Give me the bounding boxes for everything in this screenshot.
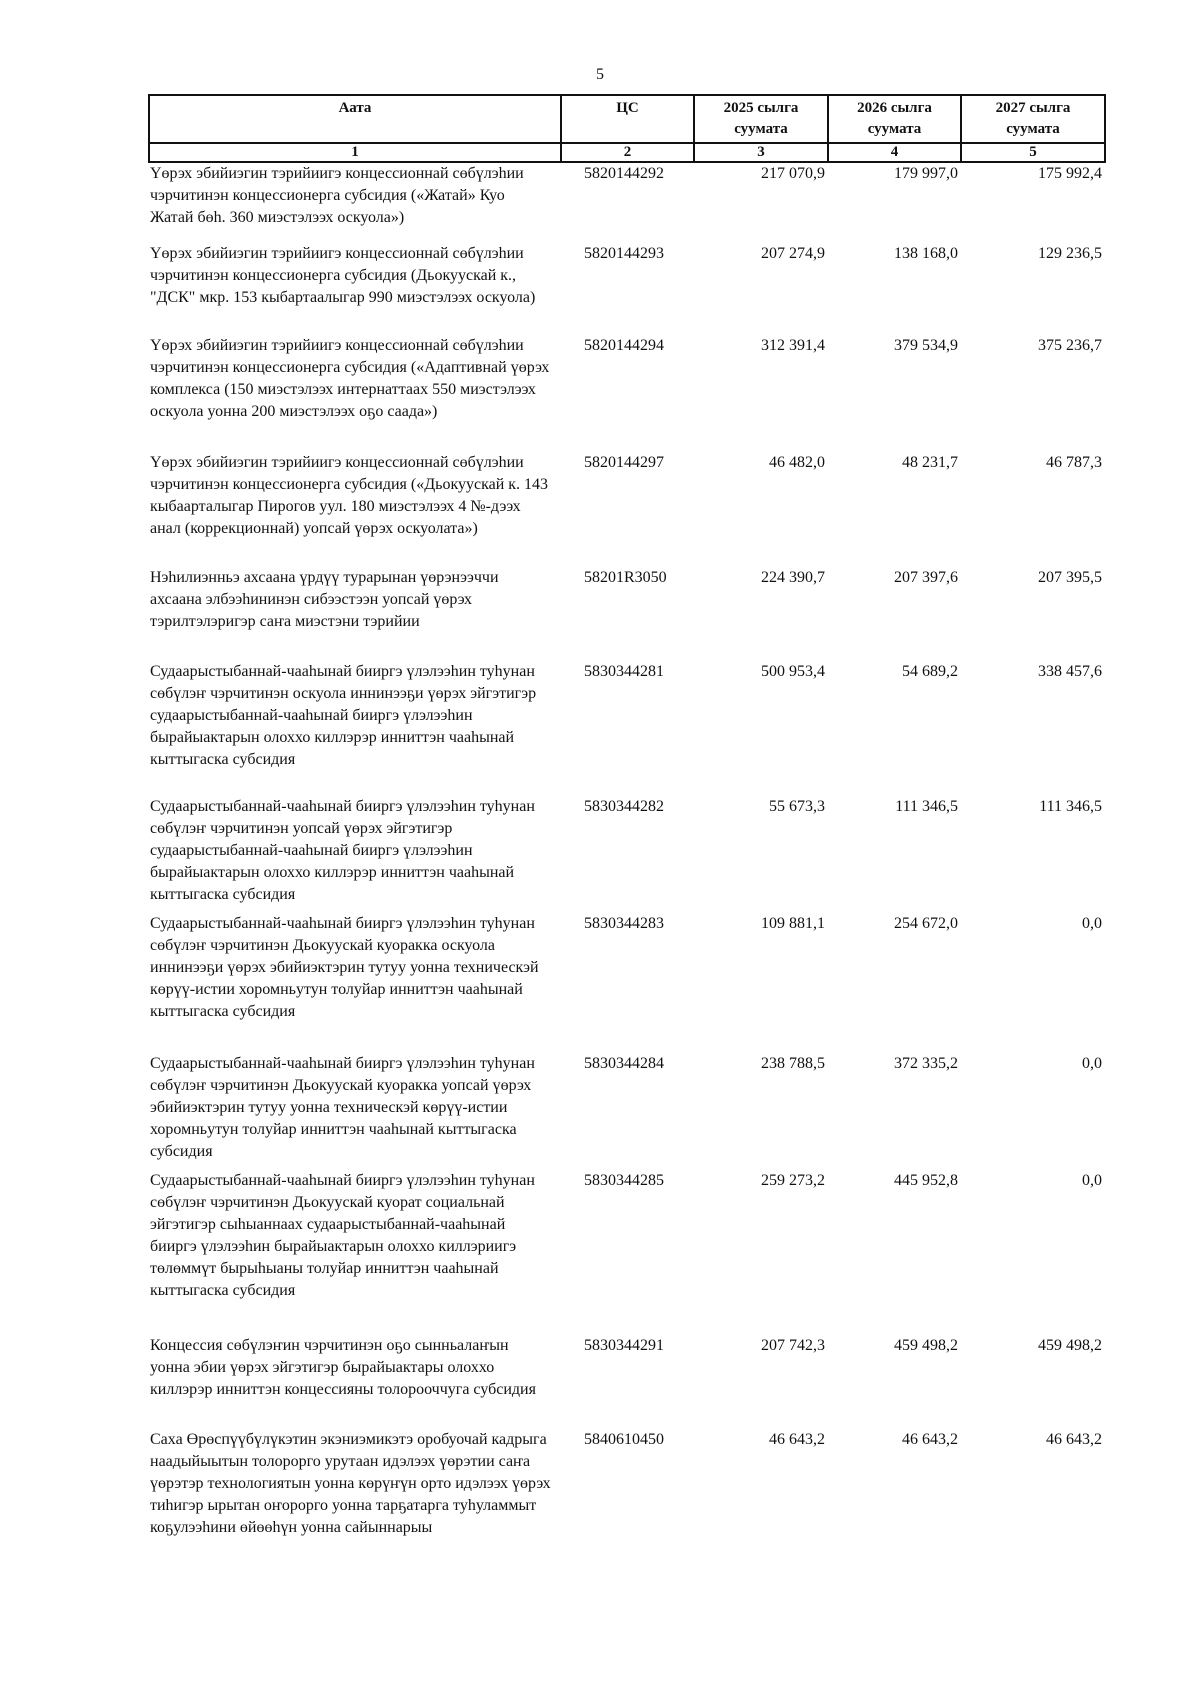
row-value-2025: 207 274,9 [761, 245, 825, 262]
row-name: Судаарыстыбаннай-чааһынай бииргэ үлэлээһин туһунан сөбүлэҥ чэрчитинэн уопсай үөрэх эйгэтигэр судаарыстыбаннай-чааһынай бииргэ үлэлээһин бырайыактарын олоххо киллэрэр инниттэн чааһынай кыттыгаска субсидия [150, 798, 535, 903]
col-2025-line2: суумата [734, 121, 788, 137]
row-code: 58201R3050 [584, 569, 667, 586]
table-row [148, 913, 1104, 1053]
row-value-2027: 129 236,5 [1038, 245, 1102, 262]
page-number: 5 [596, 66, 604, 83]
row-value-2027: 46 643,2 [1046, 1431, 1102, 1448]
row-value-2026: 254 672,0 [894, 915, 958, 932]
table-row [148, 452, 1104, 567]
row-value-2026: 207 397,6 [894, 569, 958, 586]
row-value-2026: 111 346,5 [895, 798, 958, 815]
row-value-2027: 46 787,3 [1046, 454, 1102, 471]
row-value-2025: 109 881,1 [761, 915, 825, 932]
row-value-2025: 207 742,3 [761, 1337, 825, 1354]
col-2026-header [828, 95, 961, 143]
table-row [148, 1335, 1104, 1429]
row-value-2025: 46 482,0 [769, 454, 825, 471]
row-name: Судаарыстыбаннай-чааһынай бииргэ үлэлээһин туһунан сөбүлэҥ чэрчитинэн Дьокуускай куорат социальнай эйгэтигэр сыһыаннаах судаарыстыбаннай-чааһынай бииргэ үлэлээһин бырайыактарын олоххо киллэриигэ төлөммүт бырыһыаны толуйар инниттэн чааһынай кыттыгаска субсидия [150, 1172, 535, 1299]
row-value-2027: 207 395,5 [1038, 569, 1102, 586]
row-name: Судаарыстыбаннай-чааһынай бииргэ үлэлээһин туһунан сөбүлэҥ чэрчитинэн оскуола иннинээҕи үөрэх эйгэтигэр судаарыстыбаннай-чааһынай бииргэ үлэлээһин бырайыактарын олоххо киллэрэр инниттэн чааһынай кыттыгаска субсидия [150, 663, 537, 768]
col-number-5: 5 [961, 143, 1105, 162]
row-value-2025: 312 391,4 [761, 337, 825, 354]
table-row [148, 1429, 1104, 1569]
row-name: Үөрэх эбийиэгин тэрийиигэ концессионнай сөбүлэһии чэрчитинэн концессионерга субсидия («Адаптивнай үөрэх комплекса (150 миэстэлээх интернаттаах 550 миэстэлээх оскуола уонна 200 миэстэлээх оҕо саада») [150, 337, 550, 420]
row-value-2025: 224 390,7 [761, 569, 825, 586]
row-code: 5830344281 [584, 663, 664, 680]
row-name: Үөрэх эбийиэгин тэрийиигэ концессионнай сөбүлэһии чэрчитинэн концессионерга субсидия (Дьокуускай к., "ДСК" мкр. 153 кыбартаалыгар 990 миэстэлээх оскуола) [150, 245, 536, 306]
col-2025-header [694, 95, 828, 143]
col-number-2: 2 [561, 143, 694, 162]
col-name-header: Аата [149, 95, 561, 143]
table-row [148, 796, 1104, 913]
row-value-2025: 500 953,4 [761, 663, 825, 680]
row-value-2027: 111 346,5 [1039, 798, 1102, 815]
col-2027-line2: суумата [1006, 121, 1060, 137]
table-row [148, 567, 1104, 661]
row-value-2026: 138 168,0 [894, 245, 958, 262]
row-value-2027: 338 457,6 [1038, 663, 1102, 680]
budget-table-header [148, 94, 1106, 163]
table-row [148, 1170, 1104, 1335]
row-name: Саха Өрөспүүбүлүкэтин экэниэмикэтэ оробуочай кадрыга наадыйыытын толорорго урутаан идэлээх үөрэтии саҥа үөрэтэр технологиятын уонна көрүҥүн орто идэлээх үөрэх тиһигэр ырытан оҥорорго уонна тарҕатарга туһуламмыт коҕулээһини өйөөһүн уонна сайыннарыы [150, 1431, 551, 1536]
row-value-2026: 54 689,2 [902, 663, 958, 680]
row-code: 5820144292 [584, 165, 664, 182]
row-value-2027: 0,0 [1082, 915, 1102, 932]
row-value-2026: 459 498,2 [894, 1337, 958, 1354]
table-row [148, 163, 1104, 243]
column-number-row [149, 143, 1105, 162]
row-value-2027: 0,0 [1082, 1172, 1102, 1189]
row-value-2026: 445 952,8 [894, 1172, 958, 1189]
col-2025-line1: 2025 сылга [723, 100, 799, 116]
row-value-2026: 372 335,2 [894, 1055, 958, 1072]
row-name: Нэһилиэнньэ ахсаана үрдүү турарынан үөрэнээччи ахсаана элбээһининэн сибээстээн уопсай үөрэх тэрилтэлэригэр саҥа миэстэни тэрийии [150, 569, 499, 630]
row-code: 5820144293 [584, 245, 664, 262]
row-value-2025: 259 273,2 [761, 1172, 825, 1189]
row-code: 5820144297 [584, 454, 664, 471]
table-row [148, 1053, 1104, 1170]
row-value-2025: 217 070,9 [761, 165, 825, 182]
row-code: 5820144294 [584, 337, 664, 354]
row-name: Судаарыстыбаннай-чааһынай бииргэ үлэлээһин туһунан сөбүлэҥ чэрчитинэн Дьокуускай куоракка уопсай үөрэх эбийиэктэрин тутуу уонна техническэй көрүү-истии хоромньутун толуйар инниттэн чааһынай кыттыгаска субсидия [150, 1055, 535, 1160]
budget-table-body [148, 163, 1104, 1569]
row-value-2025: 238 788,5 [761, 1055, 825, 1072]
col-2027-header [961, 95, 1105, 143]
table-row [148, 335, 1104, 452]
row-value-2025: 55 673,3 [769, 798, 825, 815]
col-2027-line1: 2027 сылга [995, 100, 1071, 116]
col-number-3: 3 [694, 143, 828, 162]
col-2026-line1: 2026 сылга [857, 100, 932, 116]
row-value-2027: 459 498,2 [1038, 1337, 1102, 1354]
row-value-2026: 379 534,9 [894, 337, 958, 354]
table-row [148, 243, 1104, 335]
row-name: Үөрэх эбийиэгин тэрийиигэ концессионнай сөбүлэһии чэрчитинэн концессионерга субсидия («Жатай» Куо Жатай бөһ. 360 миэстэлээх оскуола») [150, 165, 524, 226]
row-code: 5830344284 [584, 1055, 664, 1072]
row-value-2027: 0,0 [1082, 1055, 1102, 1072]
row-name: Судаарыстыбаннай-чааһынай бииргэ үлэлээһин туһунан сөбүлэҥ чэрчитинэн Дьокуускай куоракка оскуола иннинээҕи үөрэх эбийиэктэрин тутуу уонна техническэй көрүү-истии хоромньутун толуйар инниттэн чааһынай кыттыгаска субсидия [150, 915, 539, 1020]
row-value-2025: 46 643,2 [769, 1431, 825, 1448]
col-number-4: 4 [828, 143, 961, 162]
row-code: 5830344285 [584, 1172, 664, 1189]
row-code: 5830344282 [584, 798, 664, 815]
row-code: 5840610450 [584, 1431, 664, 1448]
col-2026-line2: суумата [867, 121, 922, 137]
row-code: 5830344291 [584, 1337, 664, 1354]
row-name: Үөрэх эбийиэгин тэрийиигэ концессионнай сөбүлэһии чэрчитинэн концессионерга субсидия («Дьокуускай к. 143 кыбаарталыгар Пирогов уул. 180 миэстэлээх 4 №-дээх анал (коррекционнай) уопсай үөрэх оскуолата») [150, 454, 549, 537]
col-number-1: 1 [149, 143, 561, 162]
row-code: 5830344283 [584, 915, 664, 932]
row-value-2027: 375 236,7 [1038, 337, 1102, 354]
row-name: Концессия сөбүлэҥин чэрчитинэн оҕо сынньалаҥын уонна эбии үөрэх эйгэтигэр бырайыактары олоххо киллэрэр инниттэн концессияны толорооччуга субсидия [150, 1337, 536, 1398]
row-value-2027: 175 992,4 [1038, 165, 1102, 182]
header-row [149, 95, 1105, 143]
table-row [148, 661, 1104, 796]
row-value-2026: 179 997,0 [894, 165, 958, 182]
col-code-header: ЦС [561, 95, 694, 143]
row-value-2026: 46 643,2 [902, 1431, 958, 1448]
row-value-2026: 48 231,7 [902, 454, 958, 471]
